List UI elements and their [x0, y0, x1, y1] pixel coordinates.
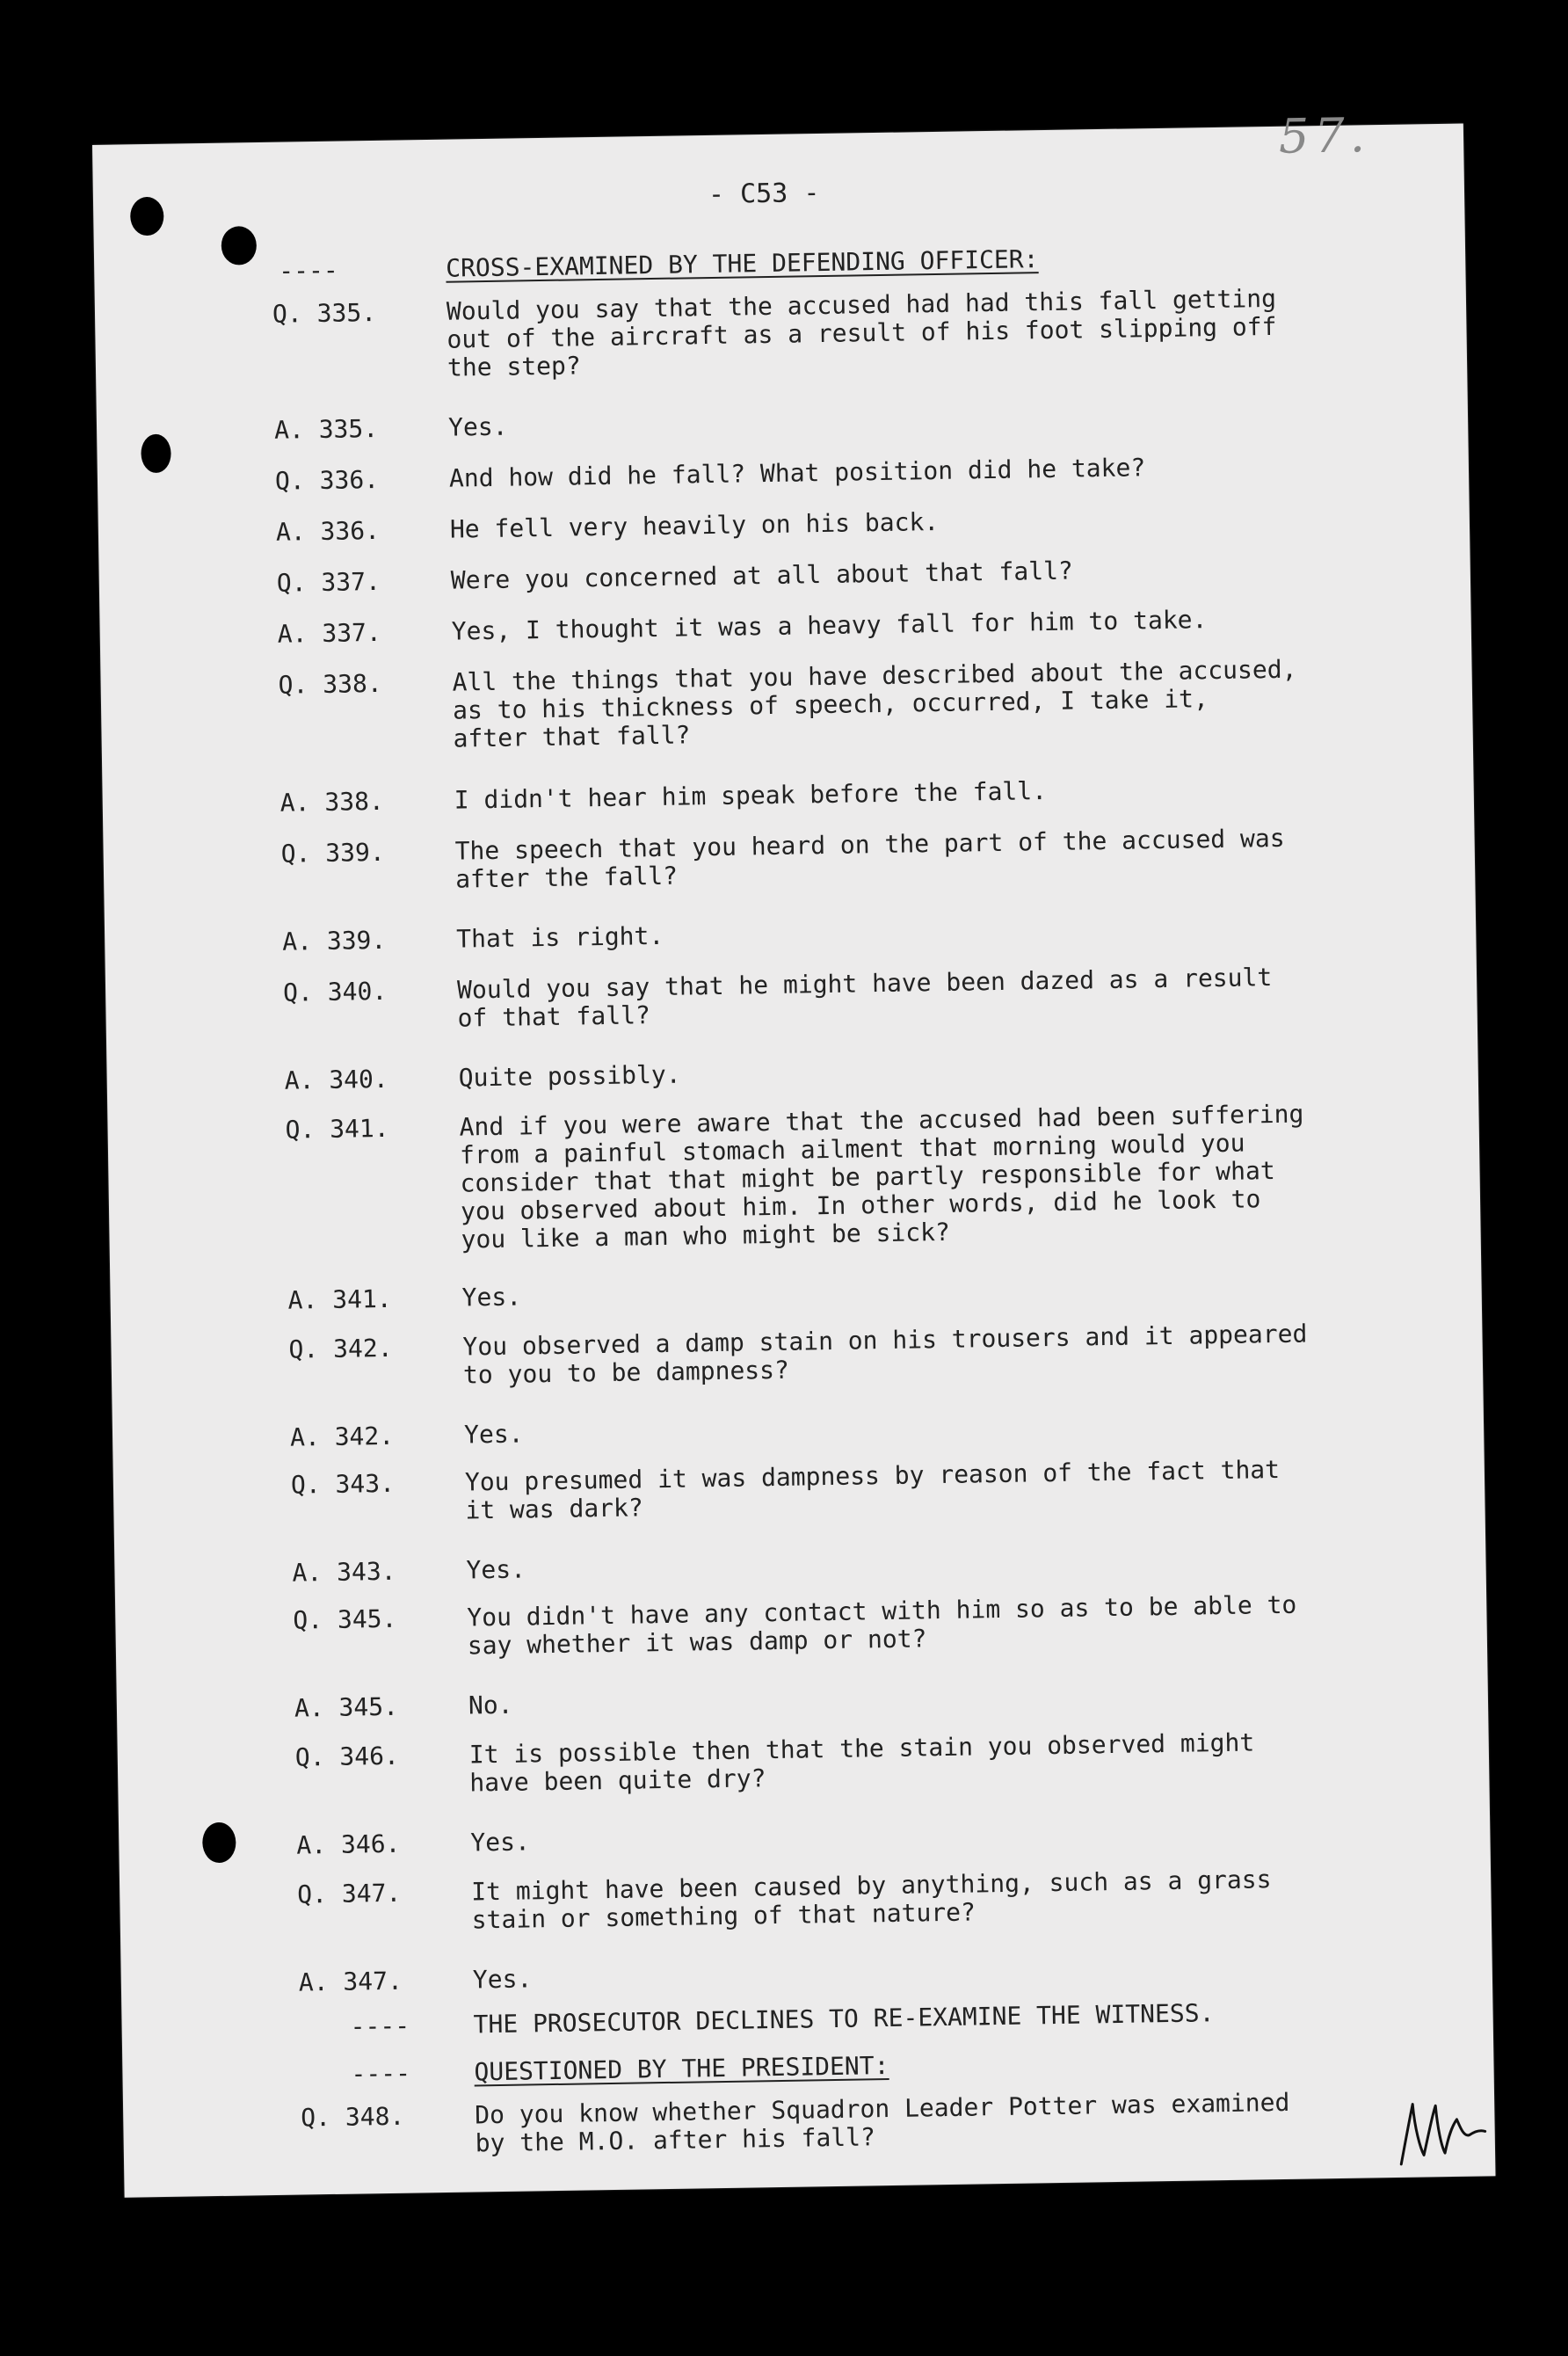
entry-label: Q. 335. [272, 297, 377, 329]
entry-label: Q. 336. [274, 464, 380, 496]
entry-label: A. 339. [281, 925, 387, 956]
entry-text: It might have been caused by anything, such as a grass stain or something of that nature? [471, 1865, 1272, 1935]
entry-label: A. 347. [298, 1966, 403, 1997]
section-dash: ---- [351, 2058, 411, 2089]
entry-label: Q. 337. [276, 566, 381, 598]
section-dash: ---- [279, 255, 338, 286]
entry-text: Yes. [472, 1964, 533, 1995]
document-page [92, 107, 1495, 2197]
entry-text: The speech that you heard on the part of the accused was after the fall? [454, 823, 1285, 894]
entry-text: You presumed it was dampness by reason of the fact that it was dark? [464, 1454, 1281, 1525]
entry-label: A. 345. [294, 1691, 399, 1723]
entry-text: It is possible then that the stain you observed might have been quite dry? [468, 1727, 1255, 1798]
entry-text: You observed a damp stain on his trousers and it appeared to you to be dampness? [462, 1319, 1308, 1390]
entry-label: Q. 343. [290, 1468, 396, 1500]
entry-label: A. 342. [289, 1421, 395, 1452]
punch-hole [130, 197, 164, 236]
entry-text: Yes. [461, 1282, 522, 1313]
entry-label: Q. 347. [297, 1878, 402, 1909]
entry-label: Q. 341. [285, 1113, 389, 1145]
entry-text: Were you concerned at all about that fall? [450, 556, 1074, 595]
entry-text: Would you say that he might have been dazed as a result of that fall? [456, 963, 1273, 1033]
punch-hole [202, 1822, 236, 1864]
entry-label: A. 340. [284, 1064, 388, 1095]
entry-label: Q. 339. [280, 837, 385, 869]
entry-text: Yes. [463, 1419, 524, 1450]
entry-label: Q. 340. [282, 976, 388, 1007]
entry-label: A. 341. [287, 1283, 392, 1315]
entry-text: Yes, I thought it was a heavy fall for him to take. [451, 605, 1208, 646]
entry-text: You didn't have any contact with him so as to be able to say whether it was damp or not? [467, 1589, 1297, 1661]
entry-label: A. 337. [277, 617, 382, 649]
entry-text: Do you know whether Squadron Leader Potter was examined by the M.O. after his fall? [474, 2087, 1290, 2158]
entry-text: Yes. [447, 411, 508, 442]
entry-text: That is right. [455, 920, 664, 954]
page-number: - C53 - [708, 178, 820, 210]
entry-text: No. [468, 1690, 513, 1720]
entry-label: Q. 345. [293, 1603, 397, 1635]
entry-text: Yes. [466, 1554, 526, 1585]
entry-label: A. 338. [279, 786, 385, 818]
section-heading-cross-examined: CROSS-EXAMINED BY THE DEFENDING OFFICER: [445, 244, 1039, 283]
prosecutor-statement: THE PROSECUTOR DECLINES TO RE-EXAMINE THE WITNESS. [473, 1998, 1215, 2040]
punch-hole [141, 434, 171, 474]
section-heading-questioned-by-president: QUESTIONED BY THE PRESIDENT: [474, 2051, 889, 2087]
entry-label: A. 336. [275, 515, 381, 547]
punch-hole [221, 226, 257, 265]
handwritten-initials [1393, 2092, 1491, 2173]
entry-text: All the things that you have described about the accused, as to his thickness of speech, occurred, I take it, after that fall? [452, 654, 1297, 753]
entry-text: I didn't hear him speak before the fall. [454, 776, 1048, 815]
entry-text: And how did he fall? What position did he take? [448, 453, 1146, 493]
entry-label: Q. 338. [278, 668, 382, 700]
entry-text: Yes. [470, 1827, 531, 1858]
entry-label: Q. 346. [294, 1741, 400, 1772]
entry-text: Quite possibly. [458, 1059, 681, 1093]
entry-label: Q. 342. [288, 1333, 393, 1364]
entry-text: Would you say that the accused had had this fall getting out of the aircraft as a result of his foot slipping off the step? [446, 283, 1277, 382]
entry-label: A. 346. [296, 1829, 401, 1860]
entry-label: Q. 348. [301, 2101, 405, 2133]
entry-text: And if you were aware that the accused had been suffering from a painful stomach ailment that morning would you consider that that might be partly responsible for what you observed about him. In other words, did he look to you like a man who might be sick? [459, 1099, 1304, 1254]
handwritten-page-number: 57. [1278, 107, 1371, 164]
section-dash: ---- [350, 2011, 410, 2041]
entry-label: A. 335. [273, 413, 379, 445]
entry-text: He fell very heavily on his back. [449, 506, 940, 544]
entry-label: A. 343. [292, 1556, 396, 1588]
